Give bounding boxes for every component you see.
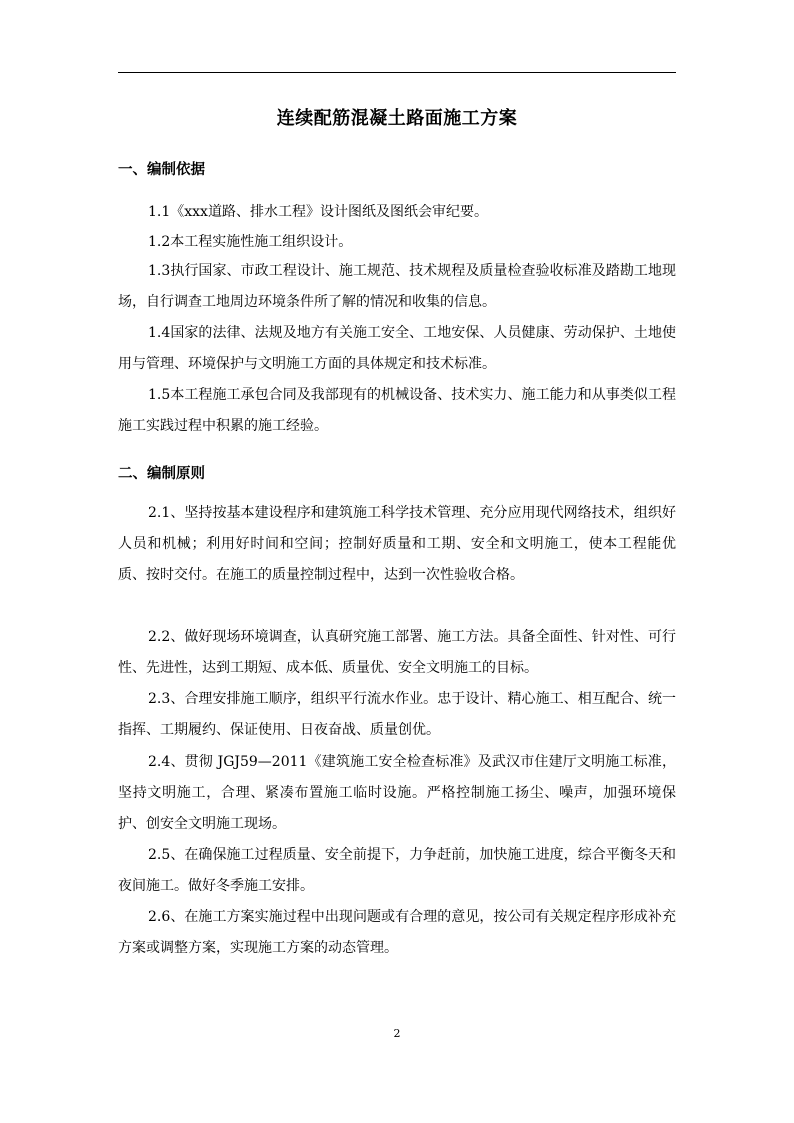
paragraph-2-1: 2.1、坚持按基本建设程序和建筑施工科学技术管理、充分应用现代网络技术，组织好人员和机械；利用好时间和空间；控制好质量和工期、安全和文明施工，使本工程能优质、按时交付。在施工的质量控制过程中，达到一次性验收合格。 bbox=[118, 505, 676, 583]
paragraph-2-4: 2.4、贯彻 JGJ59—2011《建筑施工安全检查标准》及武汉市住建厅文明施工标准，坚持文明施工，合理、紧凑布置施工临时设施。严格控制施工扬尘、噪声，加强环境保护、创安全文明施工现场。 bbox=[118, 754, 676, 832]
page-number: 2 bbox=[393, 1027, 401, 1040]
header-rule bbox=[118, 72, 676, 73]
paragraph-2-6: 2.6、在施工方案实施过程中出现问题或有合理的意见，按公司有关规定程序形成补充方案或调整方案，实现施工方案的动态管理。 bbox=[118, 909, 676, 956]
paragraph-1-4: 1.4国家的法律、法规及地方有关施工安全、工地安保、人员健康、劳动保护、土地使用与管理、环境保护与文明施工方面的具体规定和技术标准。 bbox=[118, 325, 676, 372]
paragraph-1-2: 1.2本工程实施性施工组织设计。 bbox=[148, 234, 353, 250]
paragraph-2-5: 2.5、在确保施工过程质量、安全前提下，力争赶前，加快施工进度，综合平衡冬天和夜间施工。做好冬季施工安排。 bbox=[118, 847, 676, 894]
paragraph-2-3: 2.3、合理安排施工顺序，组织平行流水作业。忠于设计、精心施工、相互配合、统一指挥、工期履约、保证使用、日夜奋战、质量创优。 bbox=[118, 691, 676, 738]
page-title: 连续配筋混凝土路面施工方案 bbox=[276, 108, 518, 129]
paragraph-1-1: 1.1《xxx道路、排水工程》设计图纸及图纸会审纪要。 bbox=[148, 204, 488, 220]
section-heading-basis: 一、编制依据 bbox=[118, 161, 205, 178]
paragraph-1-3: 1.3执行国家、市政工程设计、施工规范、技术规程及质量检查验收标准及踏勘工地现场，自行调查工地周边环境条件所了解的情况和收集的信息。 bbox=[118, 263, 676, 310]
paragraph-1-5: 1.5本工程施工承包合同及我部现有的机械设备、技术实力、施工能力和从事类似工程施工实践过程中积累的施工经验。 bbox=[118, 387, 676, 434]
section-heading-principles: 二、编制原则 bbox=[118, 465, 205, 482]
paragraph-2-2: 2.2、做好现场环境调查，认真研究施工部署、施工方法。具备全面性、针对性、可行性、先进性，达到工期短、成本低、质量优、安全文明施工的目标。 bbox=[118, 629, 676, 676]
